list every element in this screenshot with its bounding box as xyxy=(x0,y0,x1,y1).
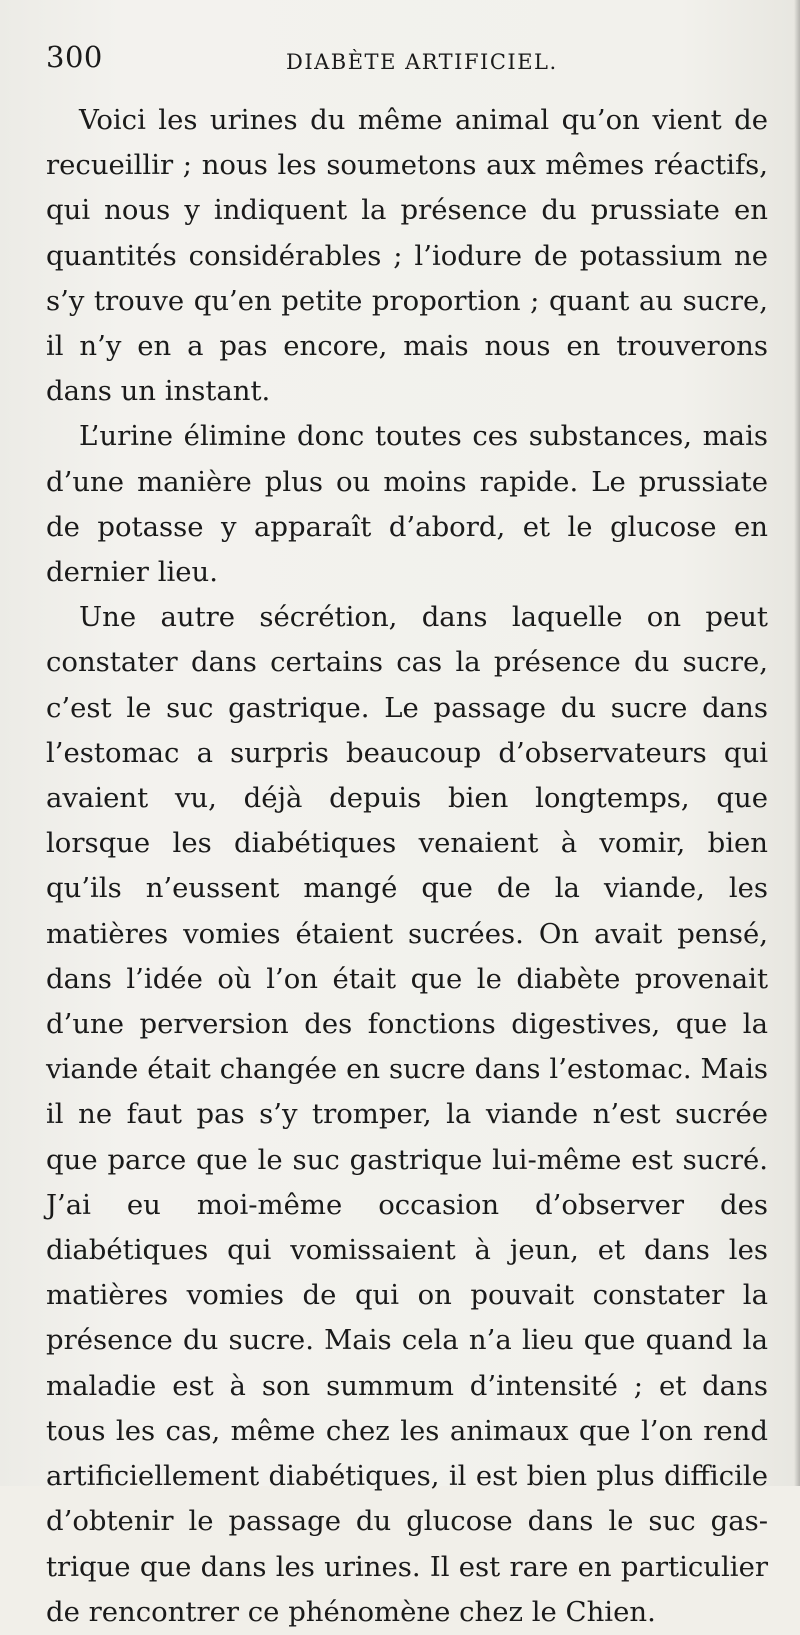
running-head: DIABÈTE ARTIFICIEL. xyxy=(286,50,558,74)
paragraph-1: Voici les urines du même animal qu’on vient de recueillir ; nous les soumetons aux mêmes réactifs, qui nous y indiquent la présence du prussiate en quantités considérables ; l’iodure de potassium ne s’y trouve qu’en petite proportion ; quant au sucre, il n’y en a pas encore, mais nous en trouverons dans un instant. xyxy=(46,104,768,408)
page-edge-shadow xyxy=(794,0,800,1486)
page-number: 300 xyxy=(46,40,103,74)
paragraph-2: L’urine élimine donc toutes ces substances, mais d’une manière plus ou moins rapide. Le prussiate de potasse y apparaît d’abord, et le glucose en dernier lieu. xyxy=(46,420,768,589)
page-header xyxy=(46,40,768,90)
paragraph-3: Une autre sécrétion, dans laquelle on peut constater dans certains cas la présence du sucre, c’est le suc gastrique. Le passage du sucre dans l’estomac a surpris beaucoup d’observateurs qui avaient vu, déjà depuis bien longtemps, que lorsque les diabétiques venaient à vomir, bien qu’ils n’eussent mangé que de la viande, les matières vomies étaient sucrées. On avait pensé, dans l’idée où l’on était que le diabète provenait d’une perversion des fonctions digestives, que la viande était changée en sucre dans l’estomac. Mais il ne faut pas s’y tromper, la viande n’est sucrée que parce que le suc gastrique lui-même est sucré. J’ai eu moi-même occasion d’observer des diabétiques qui vomissaient à jeun, et dans les matières vomies de qui on pouvait constater la présence du sucre. Mais cela n’a lieu que quand la maladie est à son summum d’intensité ; et dans tous les cas, même chez les animaux que l’on rend artificiellement diabétiques, il est bien plus difficile d’obtenir le passage du glucose dans le suc gastrique que dans les urines. Il est rare en particulier de rencontrer ce phénomène chez le Chien. xyxy=(46,601,768,1628)
body-text xyxy=(46,98,768,1635)
